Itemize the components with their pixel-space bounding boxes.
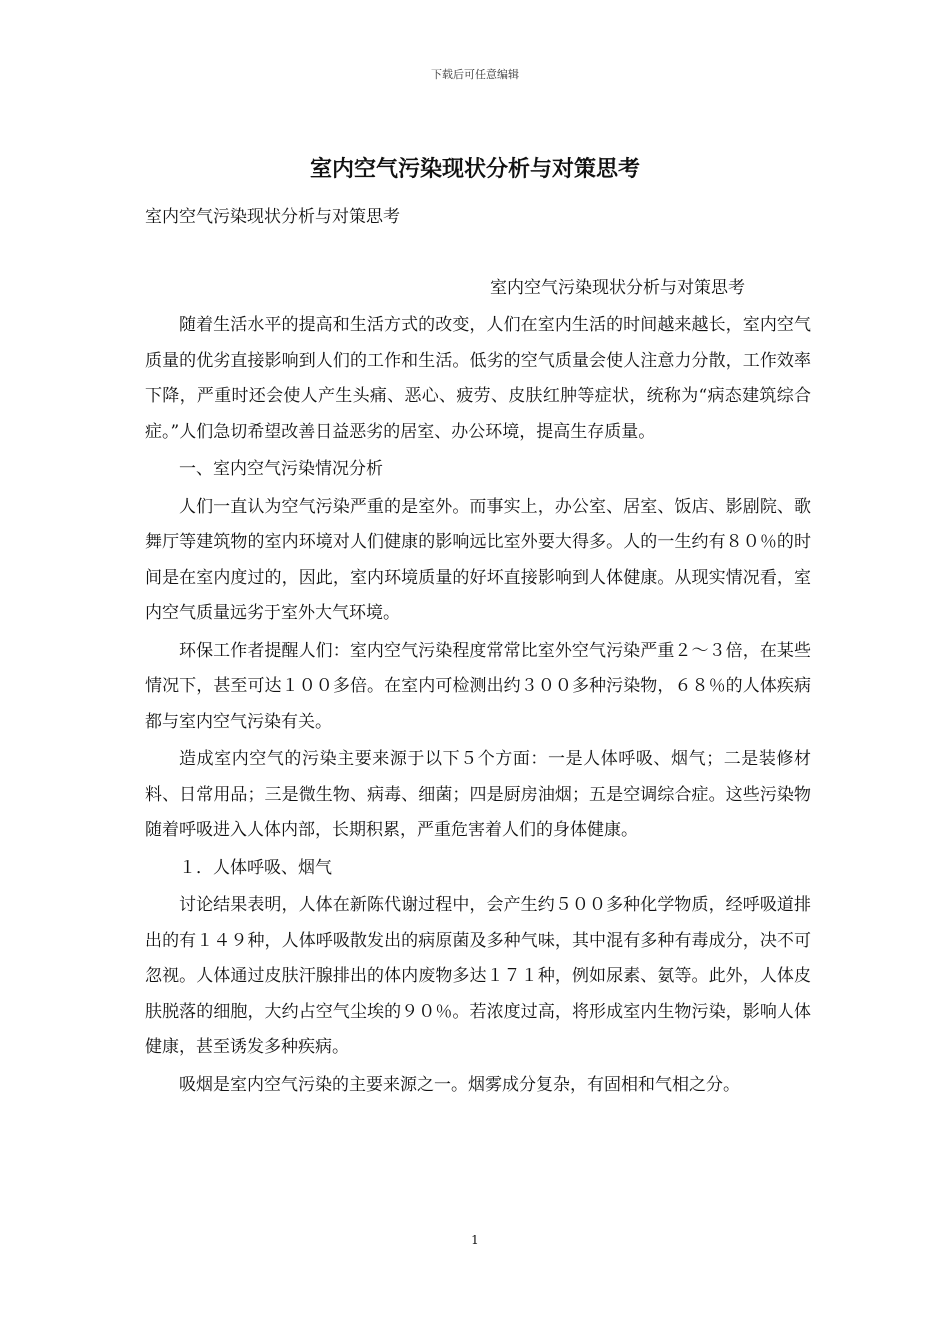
paragraph-metabolism: 讨论结果表明，人体在新陈代谢过程中，会产生约５００多种化学物质，经呼吸道排出的有１４９种，人体呼吸散发出的病原菌及多种气味，其中混有多种有毒成分，决不可忽视。人体通过皮肤汗腺排出的体内废物多达１７１种，例如尿素、氨等。此外，人体皮肤脱落的细胞，大约占空气尘埃的９０％。若浓度过高，将形成室内生物污染，影响人体健康，甚至诱发多种疾病。 — [145, 895, 811, 1057]
paragraph-indoor-vs-outdoor: 人们一直认为空气污染严重的是室外。而事实上，办公室、居室、饭店、影剧院、歌舞厅等建筑物的室内环境对人们健康的影响远比室外要大得多。人的一生约有８０％的时间是在室内度过的，因此，室内环境质量的好坏直接影响到人体健康。从现实情况看，室内空气质量远劣于室外大气环境。 — [145, 496, 811, 623]
section-heading-1: 一、室内空气污染情况分析 — [179, 459, 383, 479]
paragraph-sources: 造成室内空气的污染主要来源于以下５个方面：一是人体呼吸、烟气；二是装修材料、日常用品；三是微生物、病毒、细菌；四是厨房油烟；五是空调综合症。这些污染物随着呼吸进入人体内部，长期积累，严重危害着人们的身体健康。 — [145, 749, 811, 840]
document-title: 室内空气污染现状分析与对策思考 — [309, 156, 640, 182]
paragraph-smoking: 吸烟是室内空气污染的主要来源之一。烟雾成分复杂，有固相和气相之分。 — [179, 1074, 740, 1095]
page-number: 1 — [471, 1233, 479, 1247]
paragraph-pollution-degree: 环保工作者提醒人们：室内空气污染程度常常比室外空气污染严重２～３倍，在某些情况下，甚至可达１００多倍。在室内可检测出约３００多种污染物，６８％的人体疾病都与室内空气污染有关。 — [145, 640, 811, 732]
paragraph-intro: 随着生活水平的提高和生活方式的改变，人们在室内生活的时间越来越长，室内空气质量的优劣直接影响到人们的工作和生活。低劣的空气质量会使人注意力分散，工作效率下降，严重时还会使人产生头痛、恶心、疲劳、皮肤红肿等症状，统称为“病态建筑综合症。”人们急切希望改善日益恶劣的居室、办公环境，提高生存质量。 — [145, 315, 811, 442]
header-note: 下载后可任意编辑 — [431, 68, 519, 81]
body-text — [145, 308, 811, 1105]
right-aligned-title: 室内空气污染现状分析与对策思考 — [490, 278, 745, 298]
subsection-heading-1: １．人体呼吸、烟气 — [179, 857, 332, 878]
document-subtitle: 室内空气污染现状分析与对策思考 — [145, 207, 400, 227]
